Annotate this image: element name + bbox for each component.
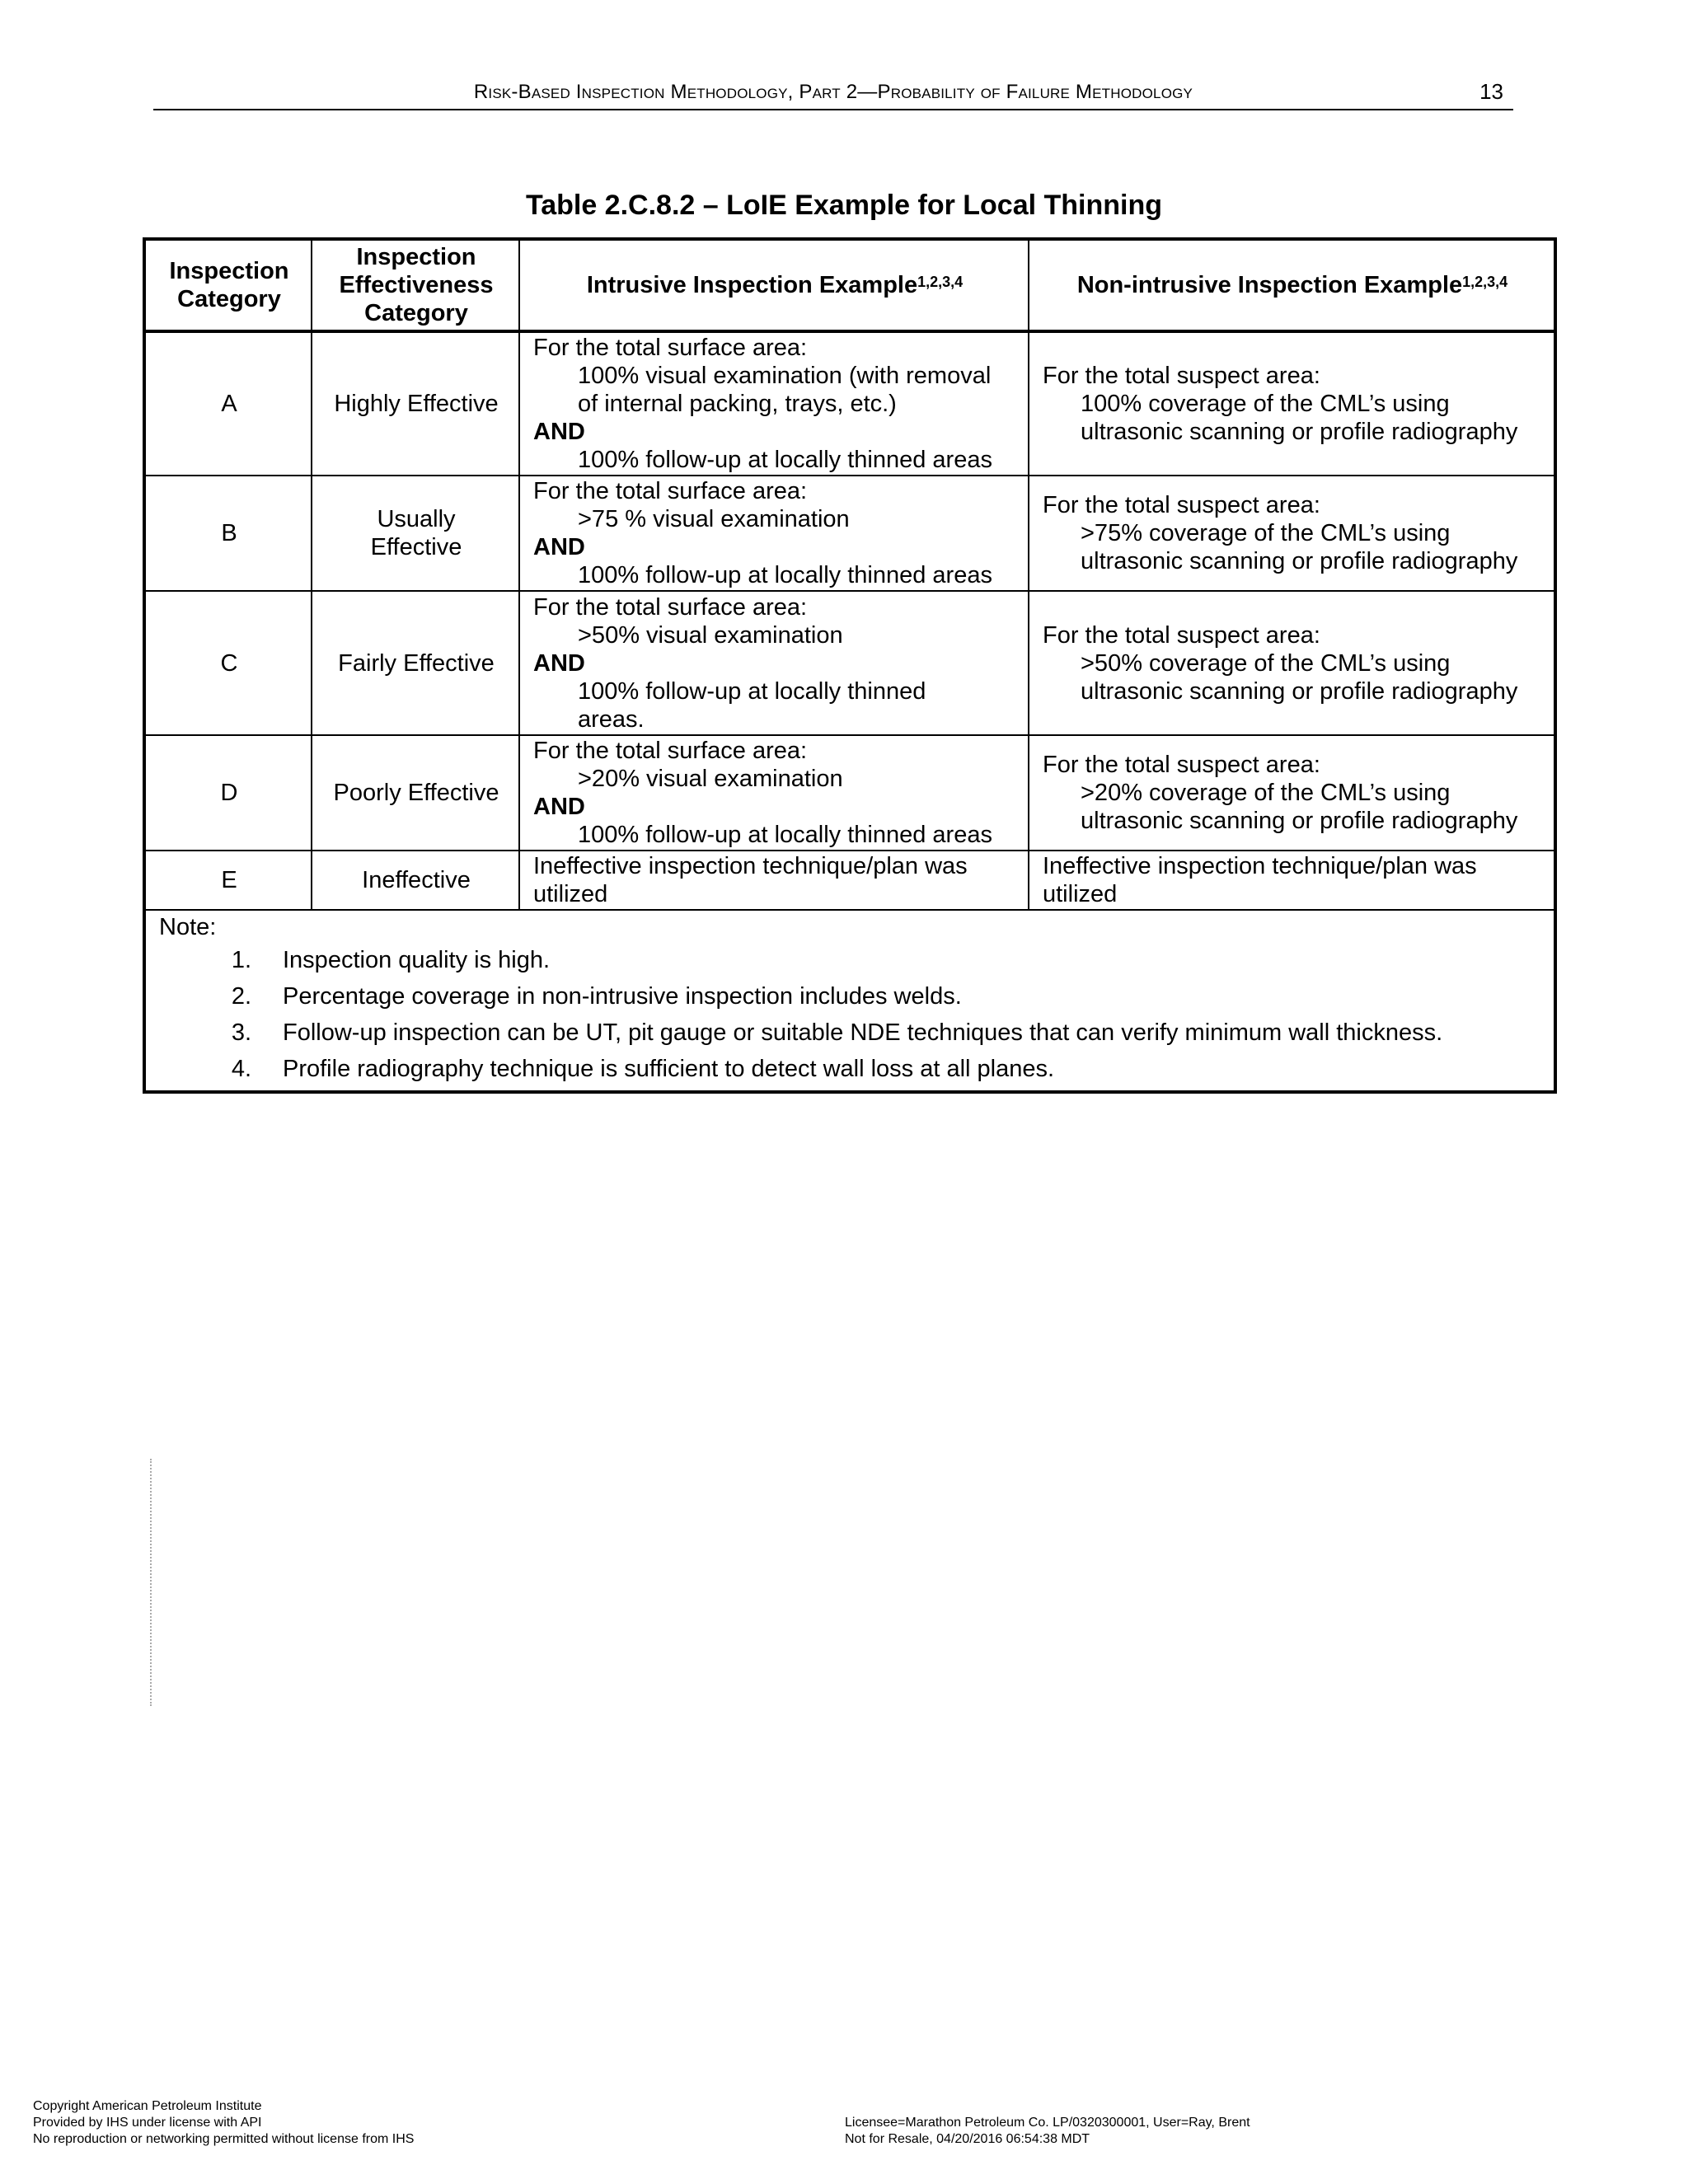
cell-effectiveness: Poorly Effective bbox=[312, 735, 519, 851]
intrusive-followup: 100% follow-up at locally thinned areas bbox=[578, 822, 992, 848]
non-intrusive-line: 100% coverage of the CML’s using bbox=[1081, 391, 1450, 417]
intrusive-line: >75 % visual examination bbox=[578, 506, 850, 532]
col-header-inspection-category: Inspection Category bbox=[144, 239, 312, 331]
cell-non-intrusive bbox=[1029, 591, 1555, 735]
note-item bbox=[159, 978, 1540, 1015]
non-intrusive-lead: For the total suspect area: bbox=[1043, 621, 1320, 649]
intrusive-lead: For the total surface area: bbox=[533, 738, 808, 764]
note-number: 3. bbox=[231, 1019, 251, 1046]
non-intrusive-line: ultrasonic scanning or profile radiography bbox=[1081, 548, 1518, 574]
intrusive-line: 100% visual examination (with removal bbox=[578, 363, 992, 389]
cell-intrusive bbox=[519, 851, 1029, 910]
note-item bbox=[159, 942, 1540, 978]
col-header-intrusive-superscript: 1,2,3,4 bbox=[917, 274, 964, 290]
col-header-non-intrusive bbox=[1029, 239, 1555, 331]
intrusive-lead: For the total surface area: bbox=[533, 335, 808, 361]
footer-copyright bbox=[33, 2098, 414, 2148]
intrusive-and: AND bbox=[533, 419, 585, 445]
table-row bbox=[144, 591, 1555, 735]
intrusive-and: AND bbox=[533, 794, 585, 820]
cell-category: A bbox=[144, 331, 312, 476]
page-number: 13 bbox=[1479, 79, 1503, 104]
non-intrusive-line: ultrasonic scanning or profile radiography bbox=[1081, 808, 1518, 834]
cell-intrusive bbox=[519, 331, 1029, 476]
col-header-non-intrusive-superscript: 1,2,3,4 bbox=[1462, 274, 1508, 290]
note-text: Inspection quality is high. bbox=[283, 947, 551, 973]
non-intrusive-line: >75% coverage of the CML’s using bbox=[1081, 520, 1451, 546]
intrusive-line: >20% visual examination bbox=[578, 766, 843, 792]
cell-intrusive bbox=[519, 591, 1029, 735]
non-intrusive-lead: For the total suspect area: bbox=[1043, 492, 1320, 518]
table-row bbox=[144, 735, 1555, 851]
intrusive-lead: For the total surface area: bbox=[533, 593, 808, 621]
footer-left-line: No reproduction or networking permitted without license from IHS bbox=[33, 2132, 415, 2146]
cell-category: C bbox=[144, 591, 312, 735]
footer-left-line: Copyright American Petroleum Institute bbox=[33, 2099, 262, 2113]
effectiveness-line: Effective bbox=[370, 534, 462, 560]
cell-non-intrusive bbox=[1029, 476, 1555, 591]
cell-intrusive bbox=[519, 735, 1029, 851]
col-header-effectiveness-category: Inspection Effectiveness Category bbox=[312, 239, 519, 331]
running-title: Risk-Based Inspection Methodology, Part 2—Probability of Failure Methodology bbox=[473, 81, 1193, 103]
intrusive-and: AND bbox=[533, 649, 585, 677]
intrusive-followup: 100% follow-up at locally thinned bbox=[578, 677, 926, 705]
cell-effectiveness bbox=[312, 476, 519, 591]
cell-non-intrusive bbox=[1029, 851, 1555, 910]
notes-row bbox=[144, 910, 1555, 1092]
note-number: 1. bbox=[231, 947, 251, 973]
notes-cell bbox=[144, 910, 1555, 1092]
note-number: 4. bbox=[231, 1056, 251, 1082]
effectiveness-line: Usually bbox=[377, 506, 456, 532]
intrusive-line: >50% visual examination bbox=[578, 621, 843, 649]
intrusive-followup: 100% follow-up at locally thinned areas bbox=[578, 447, 992, 473]
cell-intrusive bbox=[519, 476, 1029, 591]
note-text: Percentage coverage in non-intrusive inspection includes welds. bbox=[283, 983, 962, 1010]
table-caption: Table 2.C.8.2 – LoIE Example for Local Thinning bbox=[525, 190, 1163, 221]
footer-right-line: Licensee=Marathon Petroleum Co. LP/0320300001, User=Ray, Brent bbox=[845, 2116, 1250, 2130]
col-header-intrusive-label: Intrusive Inspection Example bbox=[586, 272, 918, 298]
cell-category: E bbox=[144, 851, 312, 910]
table-row bbox=[144, 851, 1555, 910]
margin-watermark-mark bbox=[150, 1459, 157, 1706]
cell-non-intrusive bbox=[1029, 331, 1555, 476]
footer-left-line: Provided by IHS under license with API bbox=[33, 2116, 262, 2130]
intrusive-followup: areas. bbox=[578, 705, 645, 733]
non-intrusive-line: ultrasonic scanning or profile radiography bbox=[1081, 419, 1518, 445]
cell-non-intrusive bbox=[1029, 735, 1555, 851]
note-item bbox=[159, 1015, 1540, 1051]
loie-table bbox=[143, 237, 1557, 1094]
cell-category: B bbox=[144, 476, 312, 591]
non-intrusive-line: ultrasonic scanning or profile radiography bbox=[1081, 677, 1518, 705]
intrusive-followup: 100% follow-up at locally thinned areas bbox=[578, 562, 992, 588]
table-header-row bbox=[144, 239, 1555, 331]
non-intrusive-lead: For the total suspect area: bbox=[1043, 363, 1320, 389]
intrusive-line: of internal packing, trays, etc.) bbox=[578, 391, 897, 417]
running-header bbox=[153, 79, 1513, 110]
non-intrusive-line: >50% coverage of the CML’s using bbox=[1081, 649, 1451, 677]
cell-effectiveness: Ineffective bbox=[312, 851, 519, 910]
note-item bbox=[159, 1051, 1540, 1087]
intrusive-line: Ineffective inspection technique/plan was bbox=[533, 853, 968, 879]
note-text: Profile radiography technique is sufficient to detect wall loss at all planes. bbox=[283, 1056, 1055, 1082]
non-intrusive-line: Ineffective inspection technique/plan was bbox=[1043, 853, 1477, 879]
notes-list bbox=[159, 942, 1540, 1087]
col-header-non-intrusive-label: Non-intrusive Inspection Example bbox=[1076, 272, 1463, 298]
note-label: Note: bbox=[159, 914, 217, 940]
table-row bbox=[144, 476, 1555, 591]
cell-category: D bbox=[144, 735, 312, 851]
non-intrusive-line: >20% coverage of the CML’s using bbox=[1081, 780, 1451, 806]
cell-effectiveness: Fairly Effective bbox=[312, 591, 519, 735]
footer-right-line: Not for Resale, 04/20/2016 06:54:38 MDT bbox=[845, 2132, 1090, 2146]
intrusive-lead: For the total surface area: bbox=[533, 478, 808, 504]
cell-effectiveness: Highly Effective bbox=[312, 331, 519, 476]
footer-license bbox=[845, 2115, 1250, 2148]
intrusive-and: AND bbox=[533, 534, 585, 560]
non-intrusive-lead: For the total suspect area: bbox=[1043, 752, 1320, 778]
non-intrusive-line: utilized bbox=[1043, 881, 1118, 907]
intrusive-line: utilized bbox=[533, 881, 608, 907]
note-number: 2. bbox=[231, 983, 251, 1010]
col-header-intrusive bbox=[519, 239, 1029, 331]
table-row bbox=[144, 331, 1555, 476]
note-text: Follow-up inspection can be UT, pit gauge or suitable NDE techniques that can verify minimum wall thickness. bbox=[283, 1019, 1443, 1046]
